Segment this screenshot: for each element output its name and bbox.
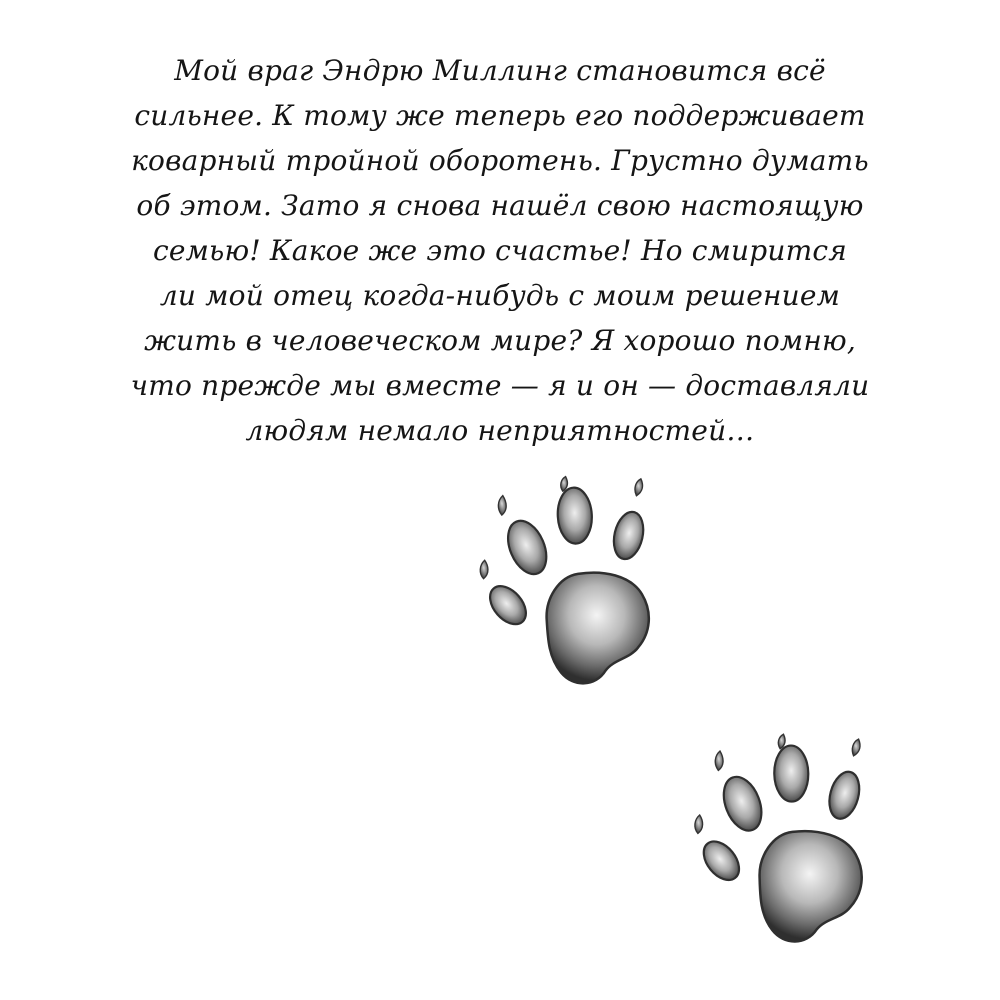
passage-line-3: коварный тройной оборотень. Грустно думать [131,144,869,177]
toe-pad-outer-right [825,768,864,822]
claw-mark-4 [633,479,644,496]
heel-pad [753,824,869,945]
claw-mark-2 [497,495,508,515]
paw-print-upper [452,458,705,716]
passage-line-6: ли мой отец когда-нибудь с моим решением [159,279,841,312]
claw-mark-2 [714,751,724,771]
passage-line-7: жить в человеческом мире? Я хорошо помню, [144,324,856,357]
toe-pad-outer-left [483,579,533,631]
passage-line-1: Мой враг Эндрю Миллинг становится всё [174,54,826,87]
paw-print-lower [669,719,915,970]
claw-mark-4 [851,739,861,756]
passage-line-8: что прежде мы вместе — я и он — доставляли [130,369,870,402]
passage-text [110,48,890,453]
passage-line-5: семью! Какое же это счастье! Но смирится [152,234,848,267]
passage-line-4: об этом. Зато я снова нашёл свою настоящую [136,189,864,222]
toe-pad-outer-left [697,835,746,887]
toe-pad-inner-left [501,515,554,580]
toe-pad-inner-right [556,487,593,545]
heel-pad [539,564,658,688]
passage-line-2: сильнее. К тому же теперь его поддерживает [134,99,866,132]
passage-line-9: людям немало неприятностей… [245,414,755,447]
toe-pad-outer-right [610,509,648,562]
claw-mark-1 [479,560,490,579]
claw-mark-1 [694,815,704,834]
toe-pad-inner-right [774,745,809,802]
toe-pad-inner-left [717,771,769,835]
